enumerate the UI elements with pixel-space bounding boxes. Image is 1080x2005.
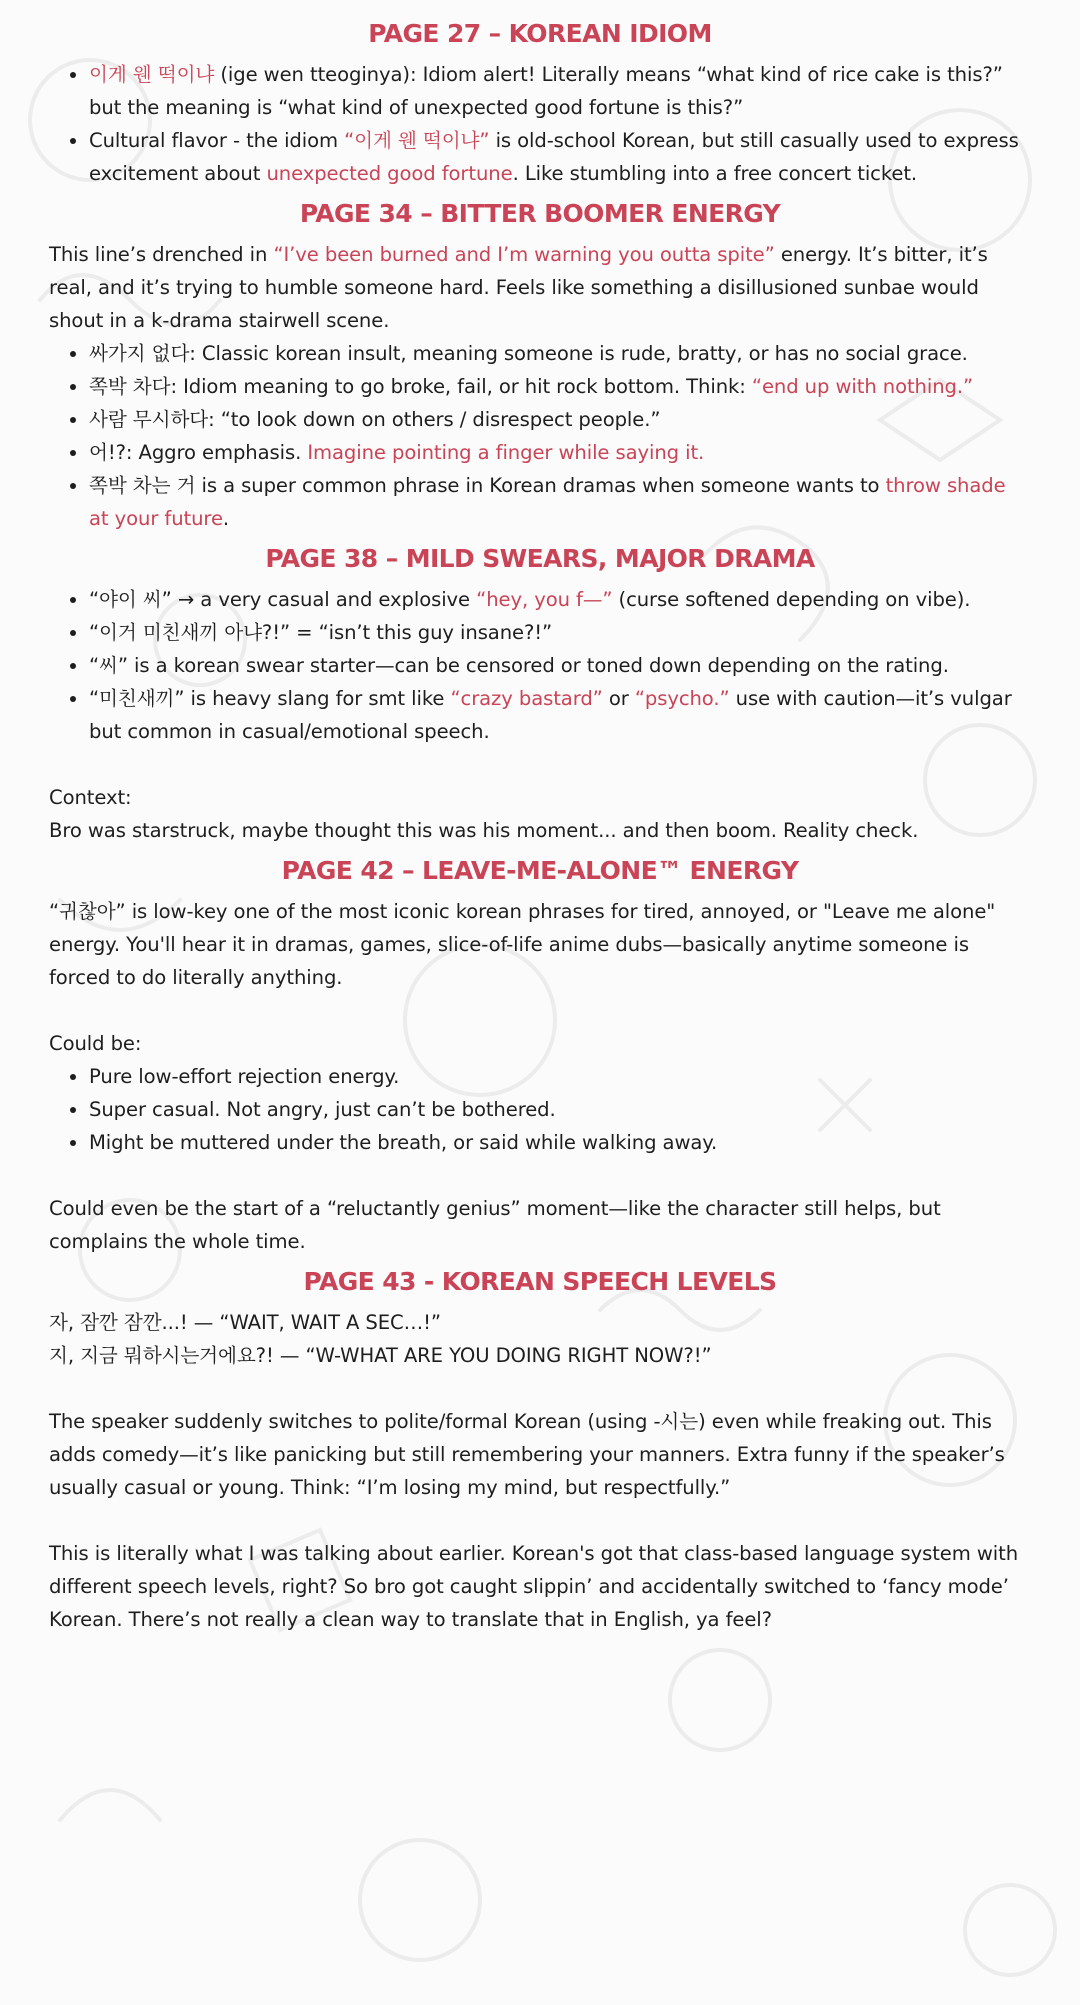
spacer [49, 1372, 1031, 1405]
dialogue-line: 자, 잠깐 잠깐...! — “WAIT, WAIT A SEC…!” [49, 1311, 441, 1334]
explanation-paragraph: The speaker suddenly switches to polite/formal Korean (using -시는) even while freaking out. This adds comedy—it’s like panicking but still remembering your manners. Extra funny if the speaker’s usually casual or young. Think: “I’m losing my mind, but respectfully.” [49, 1410, 1005, 1499]
bullet-list [49, 58, 1031, 190]
context-label: Context: [49, 786, 132, 809]
spacer [49, 1504, 1031, 1537]
list-item: • Super casual. Not angry, just can’t be bothered. [89, 1093, 1031, 1126]
section-heading: PAGE 43 - KOREAN SPEECH LEVELS [303, 1267, 777, 1296]
list-item: • Pure low-effort rejection energy. [89, 1060, 1031, 1093]
list-item: • 쪽박 차다: Idiom meaning to go broke, fail, or hit rock bottom. Think: “end up with nothing.” [89, 370, 1031, 403]
section-page-42 [49, 847, 1031, 1258]
highlight-text: “psycho.” [634, 687, 730, 710]
list-item: • Might be muttered under the breath, or said while walking away. [89, 1126, 1031, 1159]
highlight-text: unexpected good fortune [266, 162, 513, 185]
section-page-43 [49, 1258, 1031, 1636]
spacer [49, 1159, 1031, 1192]
could-be-label: Could be: [49, 1032, 142, 1055]
explanation-paragraph: This is literally what I was talking about earlier. Korean's got that class-based language system with different speech levels, right? So bro got caught slippin’ and accidentally switched to ‘fancy mode’ Korean. There’s not really a clean way to translate that in English, ya feel? [49, 1542, 1019, 1631]
intro-paragraph: “귀찮아” is low-key one of the most iconic korean phrases for tired, annoyed, or "Leave me alone" energy. You'll hear it in dramas, games, slice-of-life anime dubs—basically anytime someone is forced to do literally anything. [49, 900, 996, 989]
highlight-text: “이게 웬 떡이냐” [344, 129, 490, 152]
bullet-list [49, 337, 1031, 535]
list-item: • 사람 무시하다: “to look down on others / disrespect people.” [89, 403, 1031, 436]
list-item: • “미친새끼” is heavy slang for smt like “crazy bastard” or “psycho.” use with caution—it’s vulgar but common in casual/emotional speech. [89, 682, 1031, 748]
outro-paragraph: Could even be the start of a “reluctantly genius” moment—like the character still helps, but complains the whole time. [49, 1197, 941, 1253]
highlight-text: “I’ve been burned and I’m warning you outta spite” [273, 243, 775, 266]
list-item: • “이거 미친새끼 아냐?!” = “isn’t this guy insane?!” [89, 616, 1031, 649]
list-item: • “야이 씨” → a very casual and explosive “hey, you f—” (curse softened depending on vibe). [89, 583, 1031, 616]
list-item: • 싸가지 없다: Classic korean insult, meaning someone is rude, bratty, or has no social grace. [89, 337, 1031, 370]
section-heading: PAGE 34 – BITTER BOOMER ENERGY [299, 199, 781, 228]
section-heading: PAGE 27 – KOREAN IDIOM [368, 19, 712, 48]
list-item: • “씨” is a korean swear starter—can be censored or toned down depending on the rating. [89, 649, 1031, 682]
section-page-34 [49, 190, 1031, 535]
section-page-38 [49, 535, 1031, 847]
highlight-text: 이게 웬 떡이냐 [89, 63, 215, 86]
context-text: Bro was starstruck, maybe thought this was his moment... and then boom. Reality check. [49, 819, 919, 842]
section-heading: PAGE 38 – MILD SWEARS, MAJOR DRAMA [265, 544, 815, 573]
highlight-text: Imagine pointing a finger while saying it. [307, 441, 705, 464]
list-item: • 쪽박 차는 거 is a super common phrase in Korean dramas when someone wants to throw shade at your future. [89, 469, 1031, 535]
highlight-text: “end up with nothing.” [751, 375, 974, 398]
bullet-list [49, 583, 1031, 748]
list-item: • 어!?: Aggro emphasis. Imagine pointing a finger while saying it. [89, 436, 1031, 469]
intro-paragraph: This line’s drenched in “I’ve been burned and I’m warning you outta spite” energy. It’s bitter, it’s real, and it’s trying to humble someone hard. Feels like something a disillusioned sunbae would shout in a k-drama stairwell scene. [49, 243, 988, 332]
list-item: • 이게 웬 떡이냐 (ige wen tteoginya): Idiom alert! Literally means “what kind of rice cake is this?” but the meaning is “what kind of unexpected good fortune is this?” [89, 58, 1031, 124]
spacer [49, 994, 1031, 1027]
dialogue-line: 지, 지금 뭐하시는거에요?! — “W-WHAT ARE YOU DOING RIGHT NOW?!” [49, 1344, 712, 1367]
section-heading: PAGE 42 – LEAVE-ME-ALONE™ ENERGY [281, 856, 799, 885]
highlight-text: “crazy bastard” [450, 687, 603, 710]
bullet-list [49, 1060, 1031, 1159]
highlight-text: throw shade at your future [89, 474, 1006, 530]
list-item: • Cultural flavor - the idiom “이게 웬 떡이냐” is old-school Korean, but still casually used to express excitement about unexpected good fortune. Like stumbling into a free concert ticket. [89, 124, 1031, 190]
spacer [49, 748, 1031, 781]
highlight-text: “hey, you f—” [476, 588, 613, 611]
section-page-27 [49, 10, 1031, 190]
